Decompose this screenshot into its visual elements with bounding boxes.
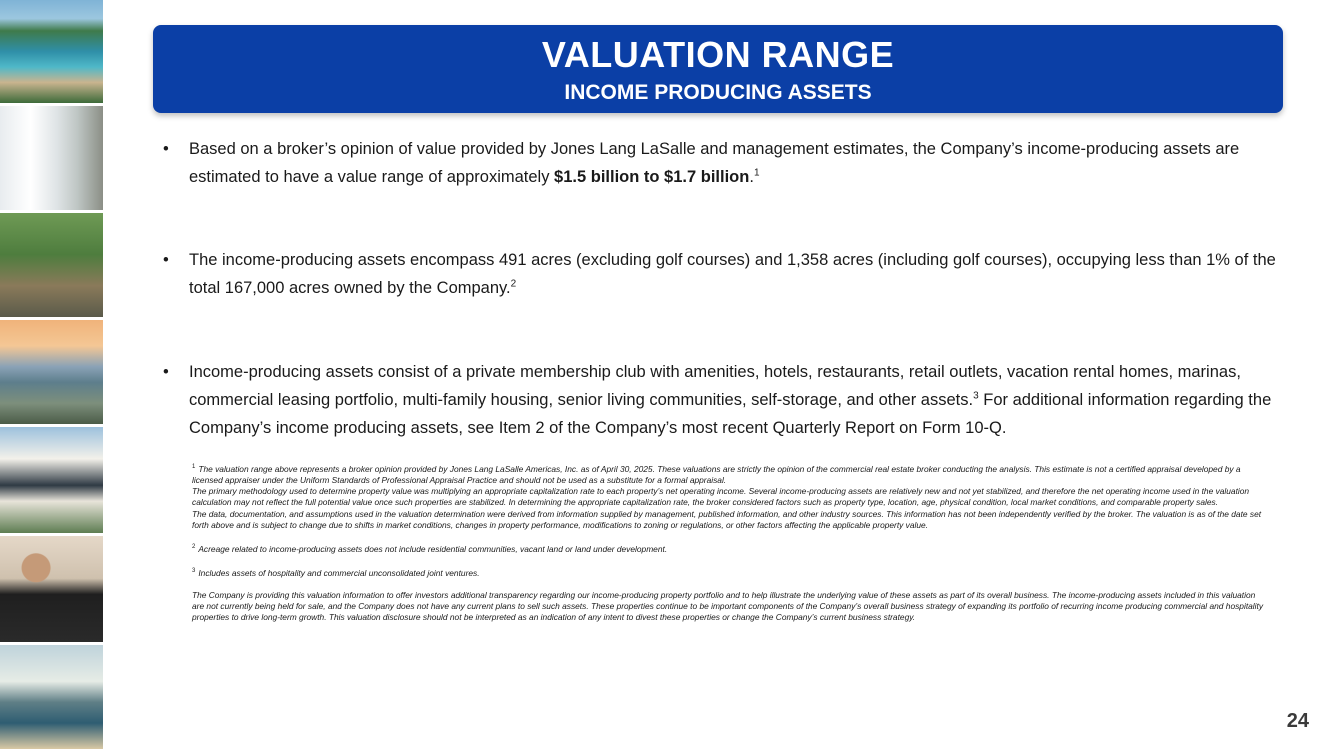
footnote-2: $^2$ Acreage related to income-producing assets does not include residential communities, vacant land or land under development. xyxy=(192,543,668,554)
living-room-photo xyxy=(0,106,103,210)
resort-pool-photo xyxy=(0,0,103,103)
bullet-text: The income-producing assets encompass 491 acres (excluding golf courses) and 1,358 acres (including golf courses), occupying less than 1% of the total 167,000 acres owned by the Company.$^2$ xyxy=(189,251,1276,297)
page-title: VALUATION RANGE xyxy=(541,34,895,75)
footnote-1: $^1$ The valuation range above represents a broker opinion provided by Jones Lang LaSalle Americas, Inc. as of April 30, 2025. These valuations are strictly the opinion of the commercial real estate broker conducting the analysis. This estimate is not a certified appraisal developed by a licensed appraiser under the Uniform Standards of Professional Appraisal Practice and should not be used as a substitute for a formal appraisal. xyxy=(192,463,1241,485)
bullet-icon: • xyxy=(163,140,169,158)
bullet-text: Based on a broker’s opinion of value provided by Jones Lang LaSalle and management estimates, the Company’s income-producing assets are estimated to have a value range of approximately $1.5 billion to $1.7 billion.$^1$ xyxy=(189,140,1240,186)
value-range: $1.5 billion to $1.7 billion xyxy=(554,168,750,186)
footnote-1-methodology: The primary methodology used to determine property value was multiplying an appropriate capitalization rate to each property’s net operating income. Several income-producing assets are relatively new and not yet stabilized, and therefore the net operating income used in the valuation calculation may not reflect the full potential value once such properties are stabilized. In determining the appropriate capitalization rate, the broker considered factors such as property type, location, age, physical condition, local market conditions, and comparable property sales. xyxy=(192,486,1250,508)
bullet-acreage xyxy=(163,246,1288,302)
page-number: 24 xyxy=(1286,710,1309,732)
beach-chairs-photo xyxy=(0,645,103,749)
photo-strip xyxy=(0,0,103,749)
scooter-house-photo xyxy=(0,427,103,533)
footnote-ref: 1 xyxy=(753,167,760,179)
title-banner xyxy=(153,25,1283,113)
bullet-valuation xyxy=(163,135,1288,191)
page-subtitle: INCOME PRODUCING ASSETS xyxy=(564,81,872,104)
server-photo xyxy=(0,536,103,642)
bullet-icon: • xyxy=(163,363,169,381)
footnote-ref: 2 xyxy=(510,278,517,290)
closing-disclosure: The Company is providing this valuation information to offer investors additional transparency regarding our income-producing property portfolio and to help illustrate the underlying value of these assets as part of its overall business. The income-producing assets included in this valuation are not currently being held for sale, and the Company does not have any current plans to sell such assets. These properties continue to be important components of the Company’s overall business strategy of expanding its portfolio of recurring income producing commercial and hospitality properties to drive long-term growth. This valuation disclosure should not be interpreted as an indication of any intent to divest these properties or change the Company’s current business strategy. xyxy=(192,590,1264,623)
footnote-1-data: The data, documentation, and assumptions used in the valuation determination were derived from information supplied by management, published information, and other industry sources. This information has not been independently verified by the broker. The valuation is as of the date set forth above and is subject to change due to shifts in market conditions, changes in property performance, modifications to zoning or regulations, or other factors affecting the applicable property value. xyxy=(192,508,1262,530)
footnote-ref: 3 xyxy=(973,390,979,402)
cyclists-photo xyxy=(0,213,103,317)
sunset-town-photo xyxy=(0,320,103,424)
bullet-text: Income-producing assets consist of a private membership club with amenities, hotels, restaurants, retail outlets, vacation rental homes, marinas, commercial leasing portfolio, multi-family housing, senior living communities, self-storage, and other assets.$^3$ For additional information regarding the Company’s income producing assets, see Item 2 of the Company’s most recent Quarterly Report on Form 10-Q. xyxy=(189,363,1272,437)
footnotes xyxy=(192,462,1267,624)
footnote-3: $^3$ Includes assets of hospitality and commercial unconsolidated joint ventures. xyxy=(192,567,480,578)
bullet-icon: • xyxy=(163,251,169,269)
bullet-asset-types xyxy=(163,358,1288,442)
